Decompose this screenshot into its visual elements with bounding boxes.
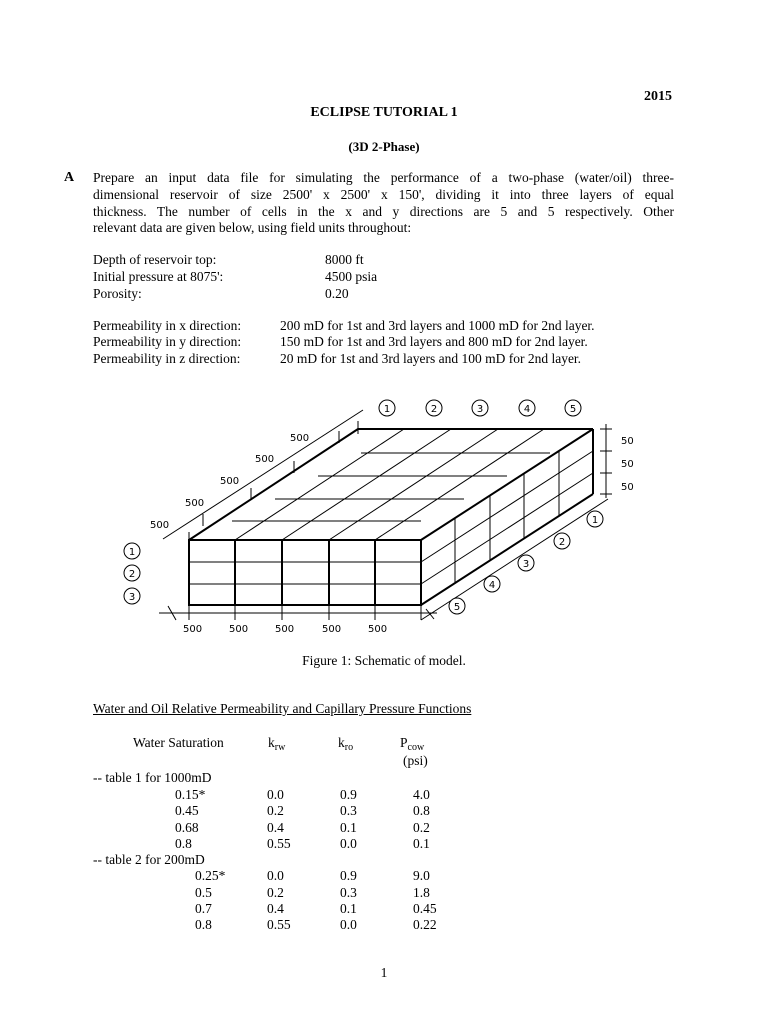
dim-label-y: 500	[220, 476, 240, 487]
dim-label-z: 50	[621, 482, 634, 493]
table-cell: 0.68	[175, 820, 199, 835]
layer-index-label: 1	[128, 547, 136, 558]
property-label: Initial pressure at 8075':	[93, 269, 224, 284]
table-cell: 0.0	[267, 868, 284, 883]
permeability-label: Permeability in y direction:	[93, 334, 242, 349]
page-title: ECLIPSE TUTORIAL 1	[310, 105, 458, 120]
dim-label-y: 500	[290, 433, 310, 444]
table-cell: 0.5	[195, 885, 212, 900]
front-face	[189, 540, 421, 605]
property-label: Depth of reservoir top:	[93, 252, 217, 267]
table-cell: 0.2	[267, 885, 284, 900]
table-cell: 4.0	[413, 787, 430, 802]
page-subtitle: (3D 2-Phase)	[348, 139, 420, 154]
paragraph-line: relevant data are given below, using field units throughout:	[93, 220, 412, 235]
table-cell: 0.4	[267, 901, 284, 916]
property-value: 4500 psia	[325, 269, 378, 284]
column-header-pcow: $P_{cow}$	[400, 735, 425, 753]
column-header-sw: Water Saturation	[133, 735, 224, 750]
paragraph-line: dimensional reservoir of size 2500' x 2500' x 150', dividing it into three layers of equal	[93, 187, 674, 202]
property-value: 0.20	[325, 286, 349, 301]
y-index-label: 2	[558, 537, 566, 548]
column-header-pcow-unit: (psi)	[403, 753, 428, 768]
permeability-value: 200 mD for 1st and 3rd layers and 1000 mD for 2nd layer.	[280, 318, 595, 333]
dim-label-y: 500	[150, 520, 170, 531]
dim-label-x: 500	[183, 624, 203, 635]
table-cell: 0.1	[340, 820, 357, 835]
table-cell: 0.9	[340, 787, 357, 802]
layer-index-label: 3	[128, 592, 136, 603]
table-cell: 0.2	[413, 820, 430, 835]
table-cell: 1.8	[413, 885, 430, 900]
dim-label-x: 500	[275, 624, 295, 635]
table-cell: 0.25*	[195, 868, 226, 883]
reservoir-schematic	[0, 390, 768, 640]
x-index-label: 3	[476, 404, 484, 415]
paragraph-line: Prepare an input data file for simulating the performance of a two-phase (water/oil) three-	[93, 170, 674, 185]
x-index-label: 1	[383, 404, 391, 415]
table-heading: Water and Oil Relative Permeability and Capillary Pressure Functions	[93, 701, 472, 716]
figure-caption: Figure 1: Schematic of model.	[302, 653, 466, 668]
table-cell: 0.8	[175, 836, 192, 851]
table-cell: 0.9	[340, 868, 357, 883]
table-cell: 0.45	[175, 803, 199, 818]
dim-label-y: 500	[255, 454, 275, 465]
table-cell: 0.8	[195, 917, 212, 932]
permeability-value: 20 mD for 1st and 3rd layers and 100 mD for 2nd layer.	[280, 351, 582, 366]
y-index-label: 5	[453, 602, 461, 613]
dim-label-x: 500	[368, 624, 388, 635]
permeability-label: Permeability in x direction:	[93, 318, 242, 333]
paragraph-line: thickness. The number of cells in the x and y directions are 5 and 5 respectively. Other	[93, 204, 674, 219]
table-cell: 0.3	[340, 803, 357, 818]
dim-label-z: 50	[621, 459, 634, 470]
page-number: 1	[380, 965, 388, 980]
table-cell: 0.4	[267, 820, 284, 835]
x-index-label: 4	[523, 404, 531, 415]
section-label: A	[64, 170, 75, 185]
dim-label-y: 500	[185, 498, 205, 509]
block-outline	[189, 429, 593, 605]
table-cell: 0.0	[340, 836, 357, 851]
table-cell: 0.7	[195, 901, 212, 916]
table-cell: 0.2	[267, 803, 284, 818]
y-index-label: 4	[488, 580, 496, 591]
x-index-label: 5	[569, 404, 577, 415]
table-cell: 0.0	[340, 917, 357, 932]
table-cell: 0.1	[340, 901, 357, 916]
table-cell: 0.45	[413, 901, 437, 916]
y-index-label: 3	[522, 559, 530, 570]
table-cell: 0.1	[413, 836, 430, 851]
y-index-label: 1	[591, 515, 599, 526]
permeability-label: Permeability in z direction:	[93, 351, 241, 366]
dim-label-x: 500	[322, 624, 342, 635]
table-cell: 0.15*	[175, 787, 206, 802]
table2-label: -- table 2 for 200mD	[93, 852, 205, 867]
table-cell: 0.0	[267, 787, 284, 802]
table-cell: 0.8	[413, 803, 430, 818]
table1-label: -- table 1 for 1000mD	[93, 770, 212, 785]
table-cell: 0.55	[267, 917, 291, 932]
property-value: 8000 ft	[325, 252, 364, 267]
permeability-value: 150 mD for 1st and 3rd layers and 800 mD for 2nd layer.	[280, 334, 588, 349]
x-index-label: 2	[430, 404, 438, 415]
dim-label-x: 500	[229, 624, 249, 635]
top-face-grid	[232, 429, 550, 540]
column-header-kro: $k_{ro}$	[338, 735, 354, 753]
column-header-krw: $k_{rw}$	[268, 735, 286, 753]
dim-label-z: 50	[621, 436, 634, 447]
year: 2015	[644, 89, 672, 104]
table-cell: 0.3	[340, 885, 357, 900]
layer-index-label: 2	[128, 569, 136, 580]
property-label: Porosity:	[93, 286, 142, 301]
table-cell: 0.22	[413, 917, 437, 932]
table-cell: 9.0	[413, 868, 430, 883]
table-cell: 0.55	[267, 836, 291, 851]
